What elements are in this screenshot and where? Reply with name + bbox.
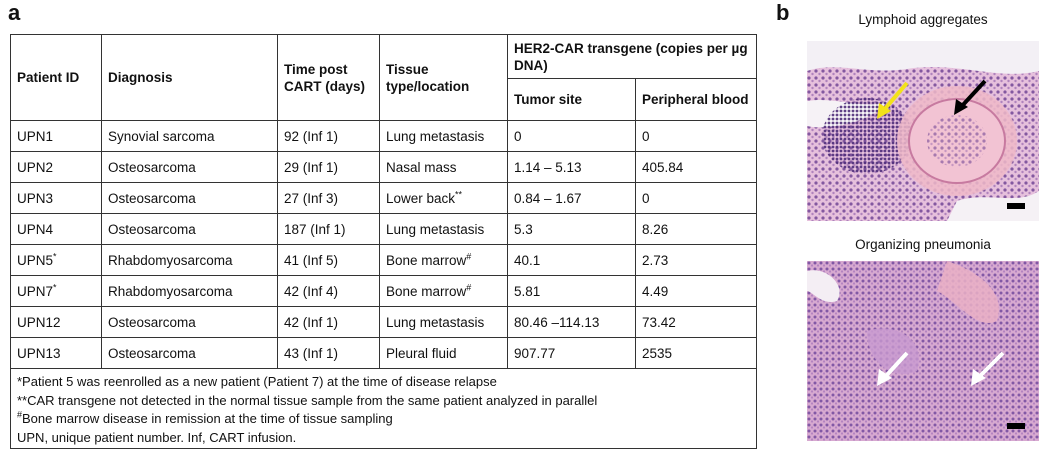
cell-time-post-cart-text: 42 (Inf 1) (284, 314, 339, 330)
cell-tissue-text: Lower back (386, 190, 456, 206)
footnote-3 (17, 410, 750, 429)
cell-peripheral-blood-text: 73.42 (642, 314, 676, 330)
cell-tumor-site (508, 338, 636, 369)
cell-tissue (380, 338, 508, 369)
cell-peripheral-blood (636, 276, 757, 307)
cell-peripheral-blood (636, 338, 757, 369)
cell-diagnosis (102, 214, 278, 245)
cell-tumor-site-text: 40.1 (514, 252, 541, 268)
cell-tumor-site-text: 80.46 –114.13 (514, 314, 600, 330)
header-transgene: HER2-CAR transgene (copies per µg DNA) (508, 35, 757, 79)
cell-patient-id (11, 307, 102, 338)
cell-time-post-cart (278, 183, 380, 214)
cell-tumor-site-text: 907.77 (514, 345, 556, 361)
panel-label-a: a (8, 0, 21, 25)
cell-patient-id (11, 338, 102, 369)
panel-label-b: b (776, 0, 790, 25)
cell-diagnosis (102, 338, 278, 369)
cell-patient-id-text: UPN13 (17, 345, 61, 361)
table-row (11, 245, 757, 276)
cell-patient-id-text: UPN5 (17, 252, 54, 268)
cell-tissue-text: Lung metastasis (386, 314, 485, 330)
cell-peripheral-blood-text: 2.73 (642, 252, 669, 268)
cell-diagnosis (102, 121, 278, 152)
cell-time-post-cart-text: 43 (Inf 1) (284, 345, 339, 361)
cell-time-post-cart (278, 245, 380, 276)
cell-patient-id-text: UPN12 (17, 314, 61, 330)
cell-tumor-site-text: 5.3 (514, 221, 533, 237)
cell-tissue-text: Pleural fluid (386, 345, 457, 361)
cell-time-post-cart-text: 42 (Inf 4) (284, 283, 339, 299)
cell-tumor-site (508, 245, 636, 276)
cell-time-post-cart-text: 41 (Inf 5) (284, 252, 339, 268)
cell-diagnosis (102, 307, 278, 338)
cell-tissue (380, 276, 508, 307)
cell-peripheral-blood-text: 8.26 (642, 221, 669, 237)
cell-time-post-cart-text: 29 (Inf 1) (284, 159, 339, 175)
cell-tumor-site-text: 1.14 – 5.13 (514, 159, 582, 175)
photo-title-pneumonia: Organizing pneumonia (855, 237, 991, 252)
cell-tissue-text: Bone marrow (386, 283, 467, 299)
table-row (11, 183, 757, 214)
cell-tissue-footnote-mark: ** (455, 189, 463, 199)
cell-tissue-text: Nasal mass (386, 159, 457, 175)
cell-diagnosis (102, 152, 278, 183)
cell-tumor-site (508, 152, 636, 183)
cell-time-post-cart (278, 276, 380, 307)
header-tumor-site: Tumor site (508, 79, 636, 121)
cell-peripheral-blood-text: 2535 (642, 345, 673, 361)
cell-patient-id-text: UPN7 (17, 283, 54, 299)
cell-time-post-cart (278, 214, 380, 245)
cell-diagnosis-text: Osteosarcoma (108, 190, 196, 206)
footnote-4: UPN, unique patient number. Inf, CART infusion. (17, 429, 297, 445)
cell-peripheral-blood (636, 121, 757, 152)
header-peripheral-blood: Peripheral blood (636, 79, 757, 121)
cell-peripheral-blood (636, 214, 757, 245)
cell-tissue (380, 245, 508, 276)
cell-diagnosis-text: Osteosarcoma (108, 345, 196, 361)
cell-time-post-cart-text: 187 (Inf 1) (284, 221, 346, 237)
cell-tissue (380, 183, 508, 214)
cell-diagnosis (102, 276, 278, 307)
cell-tissue (380, 307, 508, 338)
cell-diagnosis-text: Osteosarcoma (108, 314, 196, 330)
histology-image-lymphoid-aggregates (807, 41, 1039, 221)
cell-patient-id-text: UPN3 (17, 190, 54, 206)
header-time-post-cart: Time post CART (days) (278, 35, 380, 121)
cell-time-post-cart (278, 307, 380, 338)
cell-diagnosis-text: Synovial sarcoma (108, 128, 215, 144)
footnote-2: **CAR transgene not detected in the normal tissue sample from the same patient analyzed in parallel (17, 392, 598, 408)
cell-patient-id (11, 183, 102, 214)
cell-diagnosis-text: Rhabdomyosarcoma (108, 252, 233, 268)
cell-time-post-cart-text: 27 (Inf 3) (284, 190, 339, 206)
cell-tumor-site (508, 121, 636, 152)
cell-tissue-text: Lung metastasis (386, 128, 485, 144)
header-patient-id: Patient ID (11, 35, 102, 121)
cell-tissue (380, 121, 508, 152)
cell-tissue-text: Bone marrow (386, 252, 467, 268)
patient-table (10, 34, 757, 449)
cell-time-post-cart (278, 152, 380, 183)
footnote-3-text: Bone marrow disease in remission at the time of tissue sampling (22, 411, 393, 426)
table-footnotes (11, 369, 757, 449)
table-row (11, 152, 757, 183)
cell-peripheral-blood (636, 245, 757, 276)
header-diagnosis: Diagnosis (102, 35, 278, 121)
cell-tumor-site (508, 183, 636, 214)
cell-tissue-footnote-mark: # (466, 251, 472, 261)
cell-diagnosis-text: Osteosarcoma (108, 159, 196, 175)
table-row (11, 307, 757, 338)
footnote-3-mark: # (17, 409, 23, 420)
cell-tissue-text: Lung metastasis (386, 221, 485, 237)
cell-peripheral-blood (636, 152, 757, 183)
cell-diagnosis-text: Osteosarcoma (108, 221, 196, 237)
cell-patient-id (11, 214, 102, 245)
table-row (11, 214, 757, 245)
table-row (11, 121, 757, 152)
cell-patient-id-text: UPN4 (17, 221, 54, 237)
cell-diagnosis-text: Rhabdomyosarcoma (108, 283, 233, 299)
cell-peripheral-blood (636, 183, 757, 214)
cell-patient-id-text: UPN1 (17, 128, 54, 144)
cell-tissue (380, 152, 508, 183)
cell-peripheral-blood-text: 4.49 (642, 283, 669, 299)
cell-patient-id (11, 152, 102, 183)
cell-peripheral-blood-text: 0 (642, 190, 650, 206)
cell-tumor-site-text: 0.84 – 1.67 (514, 190, 582, 206)
table-row (11, 276, 757, 307)
cell-tumor-site-text: 0 (514, 128, 522, 144)
cell-diagnosis (102, 183, 278, 214)
histology-image-organizing-pneumonia (807, 261, 1039, 441)
cell-patient-id-footnote-mark: * (53, 282, 57, 292)
header-tissue: Tissue type/location (380, 35, 508, 121)
cell-tumor-site (508, 214, 636, 245)
cell-tumor-site (508, 307, 636, 338)
table-row (11, 338, 757, 369)
cell-tissue (380, 214, 508, 245)
cell-time-post-cart (278, 121, 380, 152)
cell-diagnosis (102, 245, 278, 276)
cell-peripheral-blood-text: 405.84 (642, 159, 684, 175)
cell-patient-id (11, 121, 102, 152)
cell-tumor-site-text: 5.81 (514, 283, 541, 299)
photo-title-lymphoid: Lymphoid aggregates (858, 12, 988, 27)
cell-patient-id-text: UPN2 (17, 159, 54, 175)
footnote-1: *Patient 5 was reenrolled as a new patient (Patient 7) at the time of disease relapse (17, 374, 497, 389)
cell-tumor-site (508, 276, 636, 307)
cell-tissue-footnote-mark: # (466, 282, 472, 292)
cell-patient-id (11, 276, 102, 307)
cell-time-post-cart-text: 92 (Inf 1) (284, 128, 339, 144)
cell-patient-id (11, 245, 102, 276)
cell-time-post-cart (278, 338, 380, 369)
cell-peripheral-blood-text: 0 (642, 128, 650, 144)
cell-patient-id-footnote-mark: * (53, 251, 57, 261)
cell-peripheral-blood (636, 307, 757, 338)
